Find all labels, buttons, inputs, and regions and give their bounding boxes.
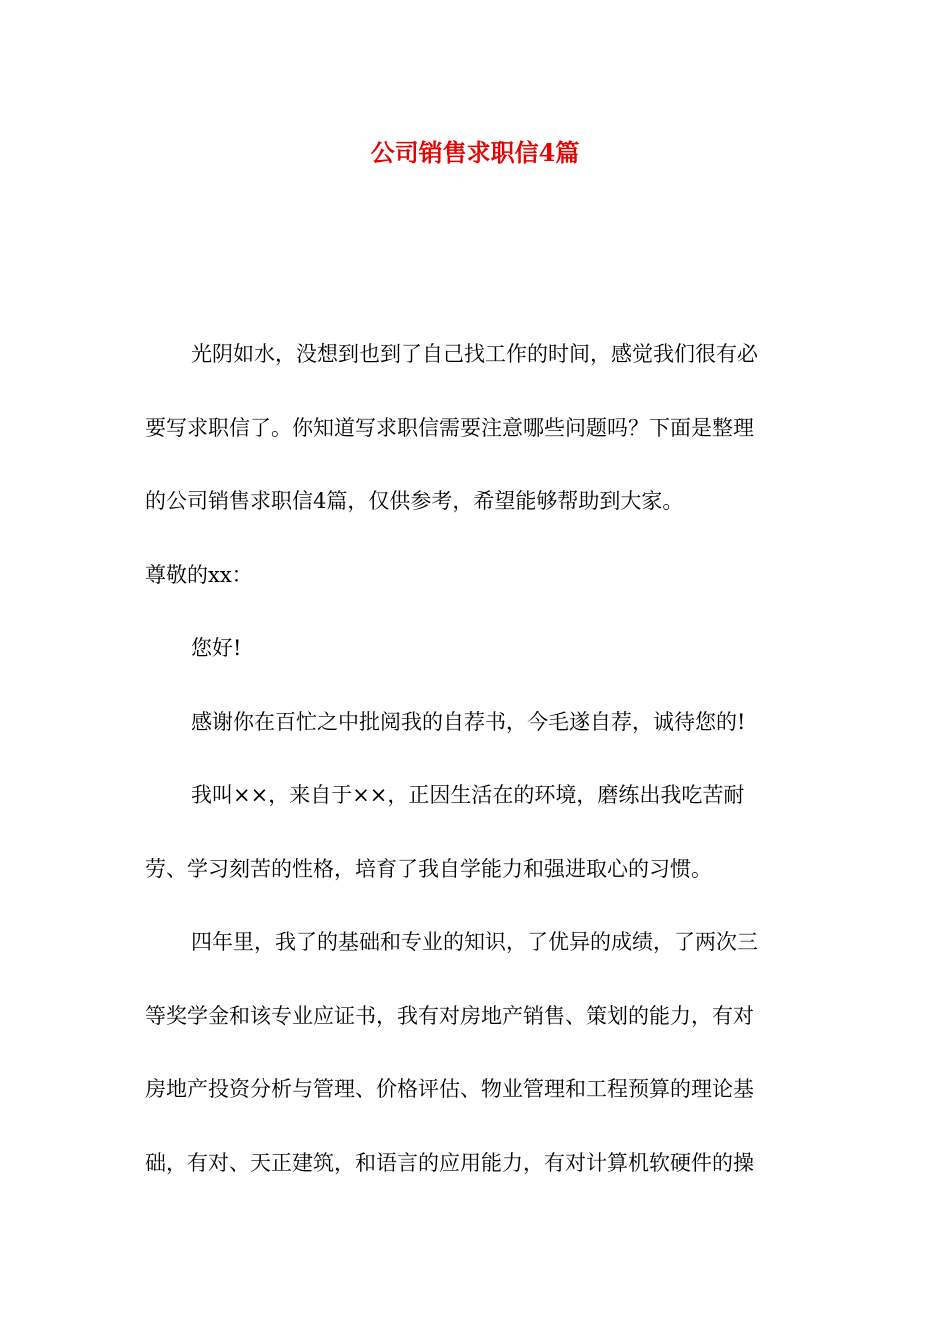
document-body bbox=[145, 318, 805, 1200]
paragraph-self-intro bbox=[145, 759, 805, 906]
education-line-2: 等奖学金和该专业应证书，我有对房地产销售、策划的能力，有对 bbox=[145, 1003, 754, 1028]
salutation-line: 尊敬的xx： bbox=[145, 562, 253, 587]
paragraph-intro bbox=[145, 318, 805, 539]
intro-line-3: 的公司销售求职信4篇，仅供参考，希望能够帮助到大家。 bbox=[145, 489, 684, 513]
greeting-line: 您好! bbox=[191, 636, 242, 660]
paragraph-greeting bbox=[145, 612, 805, 686]
intro-line-1: 光阴如水，没想到也到了自己找工作的时间，感觉我们很有必 bbox=[191, 342, 758, 366]
self-intro-line-2: 劳、学习刻苦的性格，培育了我自学能力和强进取心的习惯。 bbox=[145, 856, 712, 881]
paragraph-thanks bbox=[145, 686, 805, 760]
intro-line-2: 要写求职信了。你知道写求职信需要注意哪些问题吗？下面是整理 bbox=[145, 415, 754, 440]
paragraph-education bbox=[145, 906, 805, 1200]
education-line-4: 础，有对、天正建筑，和语言的应用能力，有对计算机软硬件的操 bbox=[145, 1150, 754, 1175]
thanks-line: 感谢你在百忙之中批阅我的自荐书，今毛遂自荐，诚待您的! bbox=[191, 709, 746, 734]
paragraph-salutation bbox=[145, 539, 805, 613]
self-intro-line-1: 我叫××，来自于××，正因生活在的环境，磨练出我吃苦耐 bbox=[191, 783, 745, 807]
education-line-3: 房地产投资分析与管理、价格评估、物业管理和工程预算的理论基 bbox=[145, 1077, 754, 1101]
document-title: 公司销售求职信4篇 bbox=[370, 138, 580, 167]
education-line-1: 四年里，我了的基础和专业的知识，了优异的成绩，了两次三 bbox=[191, 930, 758, 954]
